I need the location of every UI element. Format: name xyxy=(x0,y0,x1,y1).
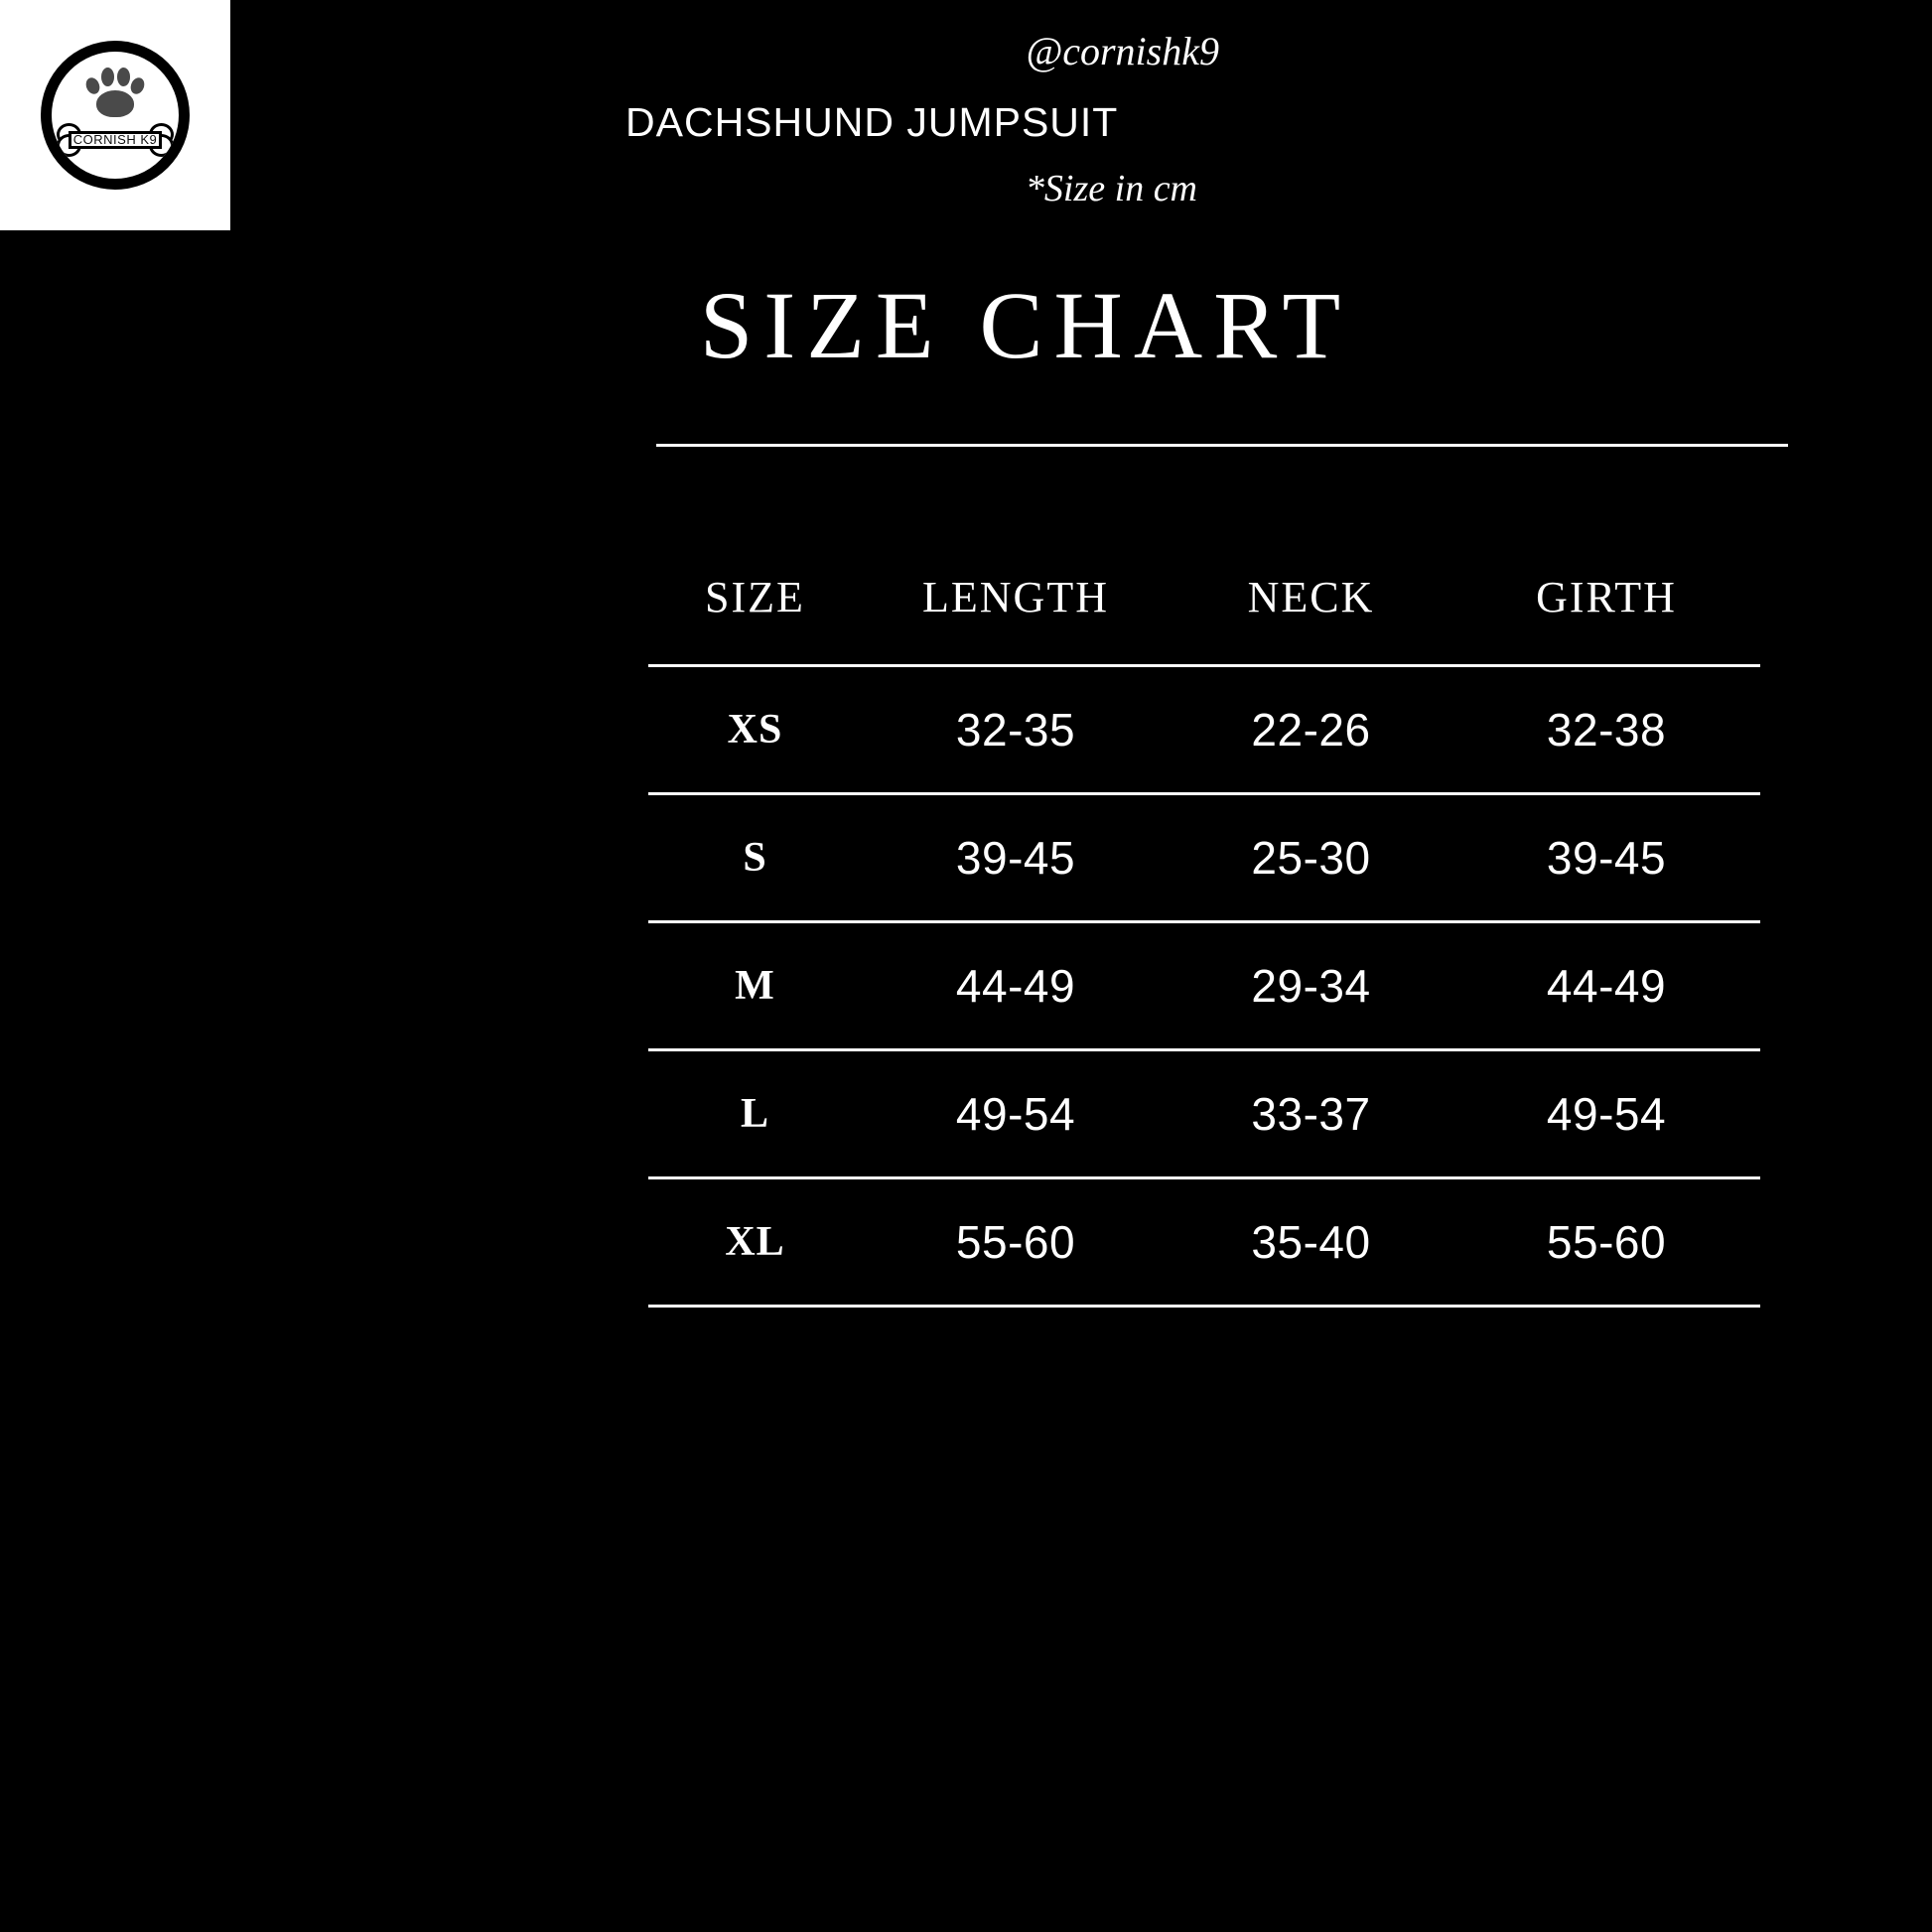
cell-size: S xyxy=(648,794,862,922)
cell-size: L xyxy=(648,1050,862,1178)
cell-girth: 39-45 xyxy=(1452,794,1760,922)
column-header-girth: GIRTH xyxy=(1536,573,1677,621)
product-title: DACHSHUND JUMPSUIT xyxy=(625,99,1119,145)
cell-girth: 49-54 xyxy=(1452,1050,1760,1178)
brand-logo xyxy=(0,0,230,230)
cell-length: 55-60 xyxy=(862,1178,1170,1307)
cell-neck: 22-26 xyxy=(1170,666,1452,794)
logo-badge xyxy=(41,41,190,190)
cell-girth: 55-60 xyxy=(1452,1178,1760,1307)
size-chart-table-wrapper xyxy=(648,571,1790,1308)
cell-neck: 35-40 xyxy=(1170,1178,1452,1307)
table-header-row xyxy=(648,571,1760,666)
logo-inner-circle xyxy=(49,49,182,182)
cell-length: 44-49 xyxy=(862,922,1170,1050)
column-header-size: SIZE xyxy=(705,573,805,621)
size-chart-table xyxy=(648,571,1760,1308)
table-row xyxy=(648,1050,1760,1178)
cell-neck: 29-34 xyxy=(1170,922,1452,1050)
page-title: SIZE CHART xyxy=(699,272,1352,378)
table-row xyxy=(648,794,1760,922)
cell-size: XL xyxy=(648,1178,862,1307)
title-divider xyxy=(656,444,1788,447)
column-header-neck: NECK xyxy=(1247,573,1375,621)
cell-girth: 32-38 xyxy=(1452,666,1760,794)
table-row xyxy=(648,1178,1760,1307)
cell-length: 32-35 xyxy=(862,666,1170,794)
cell-length: 39-45 xyxy=(862,794,1170,922)
unit-note: *Size in cm xyxy=(1025,168,1197,209)
brand-name: CORNISH K9 xyxy=(72,132,158,147)
cell-neck: 25-30 xyxy=(1170,794,1452,922)
cell-length: 49-54 xyxy=(862,1050,1170,1178)
cell-size: XS xyxy=(648,666,862,794)
bone-icon xyxy=(57,123,174,157)
social-handle: @cornishk9 xyxy=(1026,29,1219,73)
table-row xyxy=(648,922,1760,1050)
table-row xyxy=(648,666,1760,794)
paw-icon xyxy=(84,66,146,117)
column-header-length: LENGTH xyxy=(922,573,1109,621)
cell-girth: 44-49 xyxy=(1452,922,1760,1050)
cell-size: M xyxy=(648,922,862,1050)
cell-neck: 33-37 xyxy=(1170,1050,1452,1178)
